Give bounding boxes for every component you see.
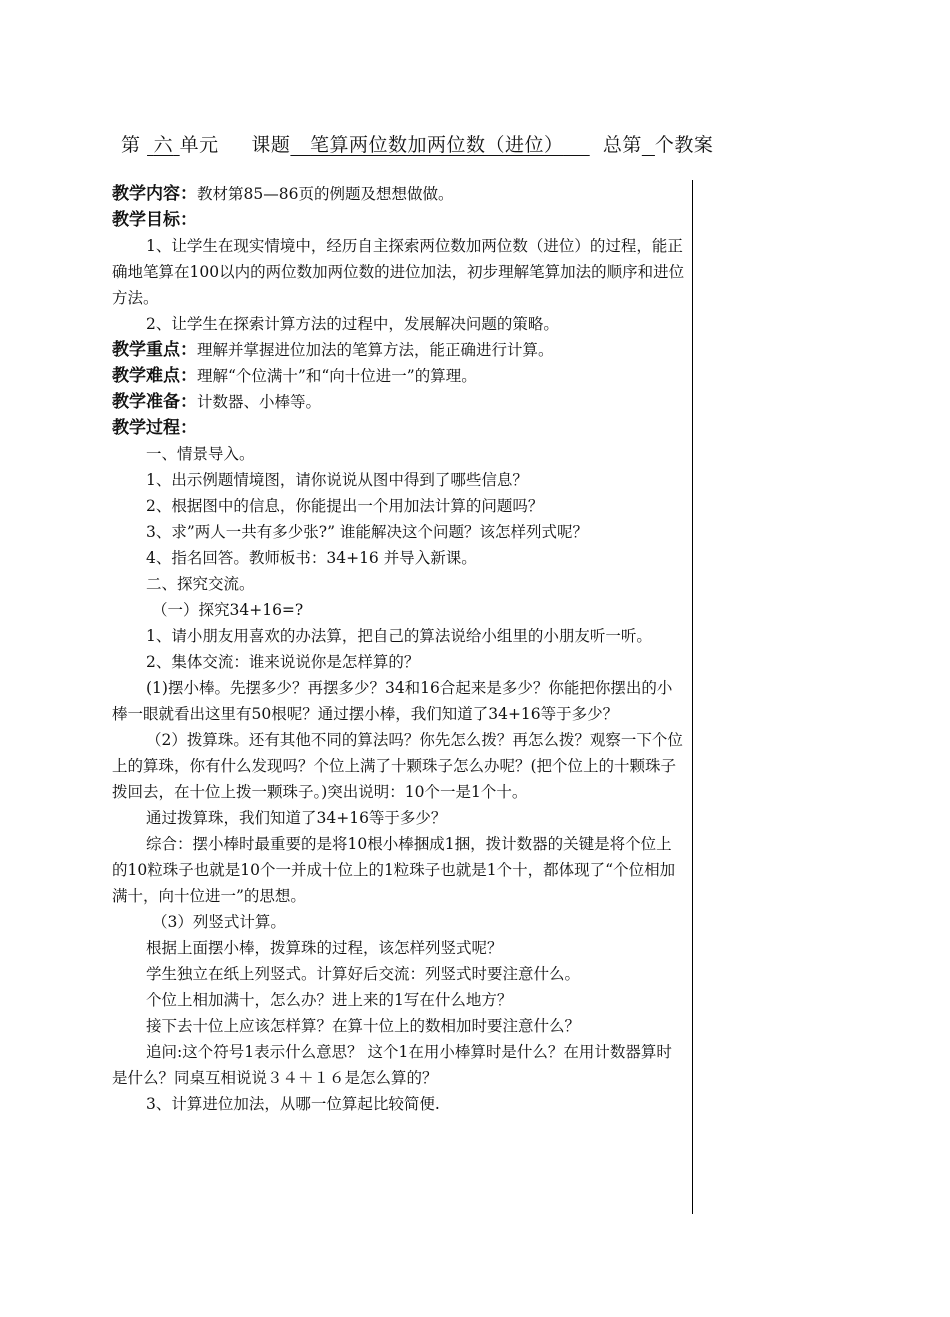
difficulty-text: 理解“个位满十”和“向十位进一”的算理。 [197, 367, 477, 385]
key-row [112, 337, 686, 363]
process-line: 1、请小朋友用喜欢的办法算，把自己的算法说给小组里的小朋友听一听。 [146, 627, 652, 645]
content-label: 教学内容： [112, 184, 197, 204]
process-line: 4、指名回答。教师板书：34+16 并导入新课。 [146, 549, 477, 567]
topic-label: 课题 [251, 134, 291, 156]
process-label: 教学过程： [112, 418, 197, 438]
lesson-header [121, 130, 761, 157]
process-line: （一）探究34+16=? [152, 601, 304, 619]
process-line: 3、计算进位加法，从哪一位算起比较简便. [146, 1095, 440, 1113]
goal-item: 2、让学生在探索计算方法的过程中，发展解决问题的策略。 [146, 315, 559, 333]
process-line: 二、探究交流。 [146, 575, 255, 593]
process-line: 学生独立在纸上列竖式。计算好后交流：列竖式时要注意什么。 [146, 965, 581, 983]
process-line: 通过拨算珠，我们知道了34+16等于多少？ [146, 809, 447, 827]
key-text: 理解并掌握进位加法的笔算方法，能正确进行计算。 [197, 341, 554, 359]
process-line: 根据上面摆小棒，拨算珠的过程，该怎样列竖式呢？ [146, 939, 503, 957]
process-line: 综合：摆小棒时最重要的是将10根小棒捆成1捆，拨计数器的关键是将个位上的10粒珠子也就是10个一并成十位上的1粒珠子也就是1个十，都体现了“个位相加满十，向十位进一”的思想。 [112, 835, 676, 905]
goals-label: 教学目标： [112, 210, 197, 230]
content-row [112, 181, 686, 207]
process-line: 2、根据图中的信息，你能提出一个用加法计算的问题吗？ [146, 497, 544, 515]
prep-row [112, 389, 686, 415]
process-line: (1)摆小棒。先摆多少？再摆多少？34和16合起来是多少？你能把你摆出的小棒一眼就看出这里有50根呢？通过摆小棒，我们知道了34+16等于多少？ [112, 679, 673, 723]
goal-item: 1、让学生在现实情境中，经历自主探索两位数加两位数（进位）的过程，能正确地笔算在100以内的两位数加两位数的进位加法，初步理解笔算加法的顺序和进位方法。 [112, 237, 685, 307]
process-line: 3、求”两人一共有多少张?” 谁能解决这个问题？该怎样列式呢？ [146, 523, 588, 541]
difficulty-label: 教学难点： [112, 366, 197, 386]
prep-text: 计数器、小棒等。 [197, 393, 322, 411]
process-line: （2）拨算珠。还有其他不同的算法吗？你先怎么拨？再怎么拨？观察一下个位上的算珠，你有什么发现吗？个位上满了十颗珠子怎么办呢？(把个位上的十颗珠子拨回去，在十位上拨一颗珠子。)突出说明：10个一是1个十。 [112, 731, 683, 801]
process-line: 2、集体交流：谁来说说你是怎样算的？ [146, 653, 420, 671]
total-suffix: 个教案 [654, 134, 714, 156]
difficulty-row [112, 363, 686, 389]
unit-prefix: 第 [121, 134, 141, 156]
key-label: 教学重点： [112, 340, 197, 360]
unit-number: 六 [153, 134, 174, 156]
total-blank [642, 134, 655, 156]
total-label: 总第 [602, 134, 642, 156]
process-line: 一、情景导入。 [146, 445, 255, 463]
process-line: 个位上相加满十，怎么办？进上来的1写在什么地方？ [146, 991, 513, 1009]
process-line: 追问:这个符号1表示什么意思？ 这个1在用小棒算时是什么？在用计数器算时是什么？同桌互相说说３４＋１６是怎么算的？ [112, 1043, 672, 1087]
prep-label: 教学准备： [112, 392, 197, 412]
process-line: （3）列竖式计算。 [152, 913, 286, 931]
lesson-body [112, 181, 686, 1117]
process-line: 接下去十位上应该怎样算？在算十位上的数相加时要注意什么？ [146, 1017, 581, 1035]
unit-suffix: 单元 [179, 134, 219, 156]
right-border-line [692, 180, 693, 1214]
content-text: 教材第85—86页的例题及想想做做。 [197, 185, 454, 203]
topic-value: 笔算两位数加两位数（进位） [310, 134, 564, 156]
process-line: 1、出示例题情境图，请你说说从图中得到了哪些信息？ [146, 471, 528, 489]
